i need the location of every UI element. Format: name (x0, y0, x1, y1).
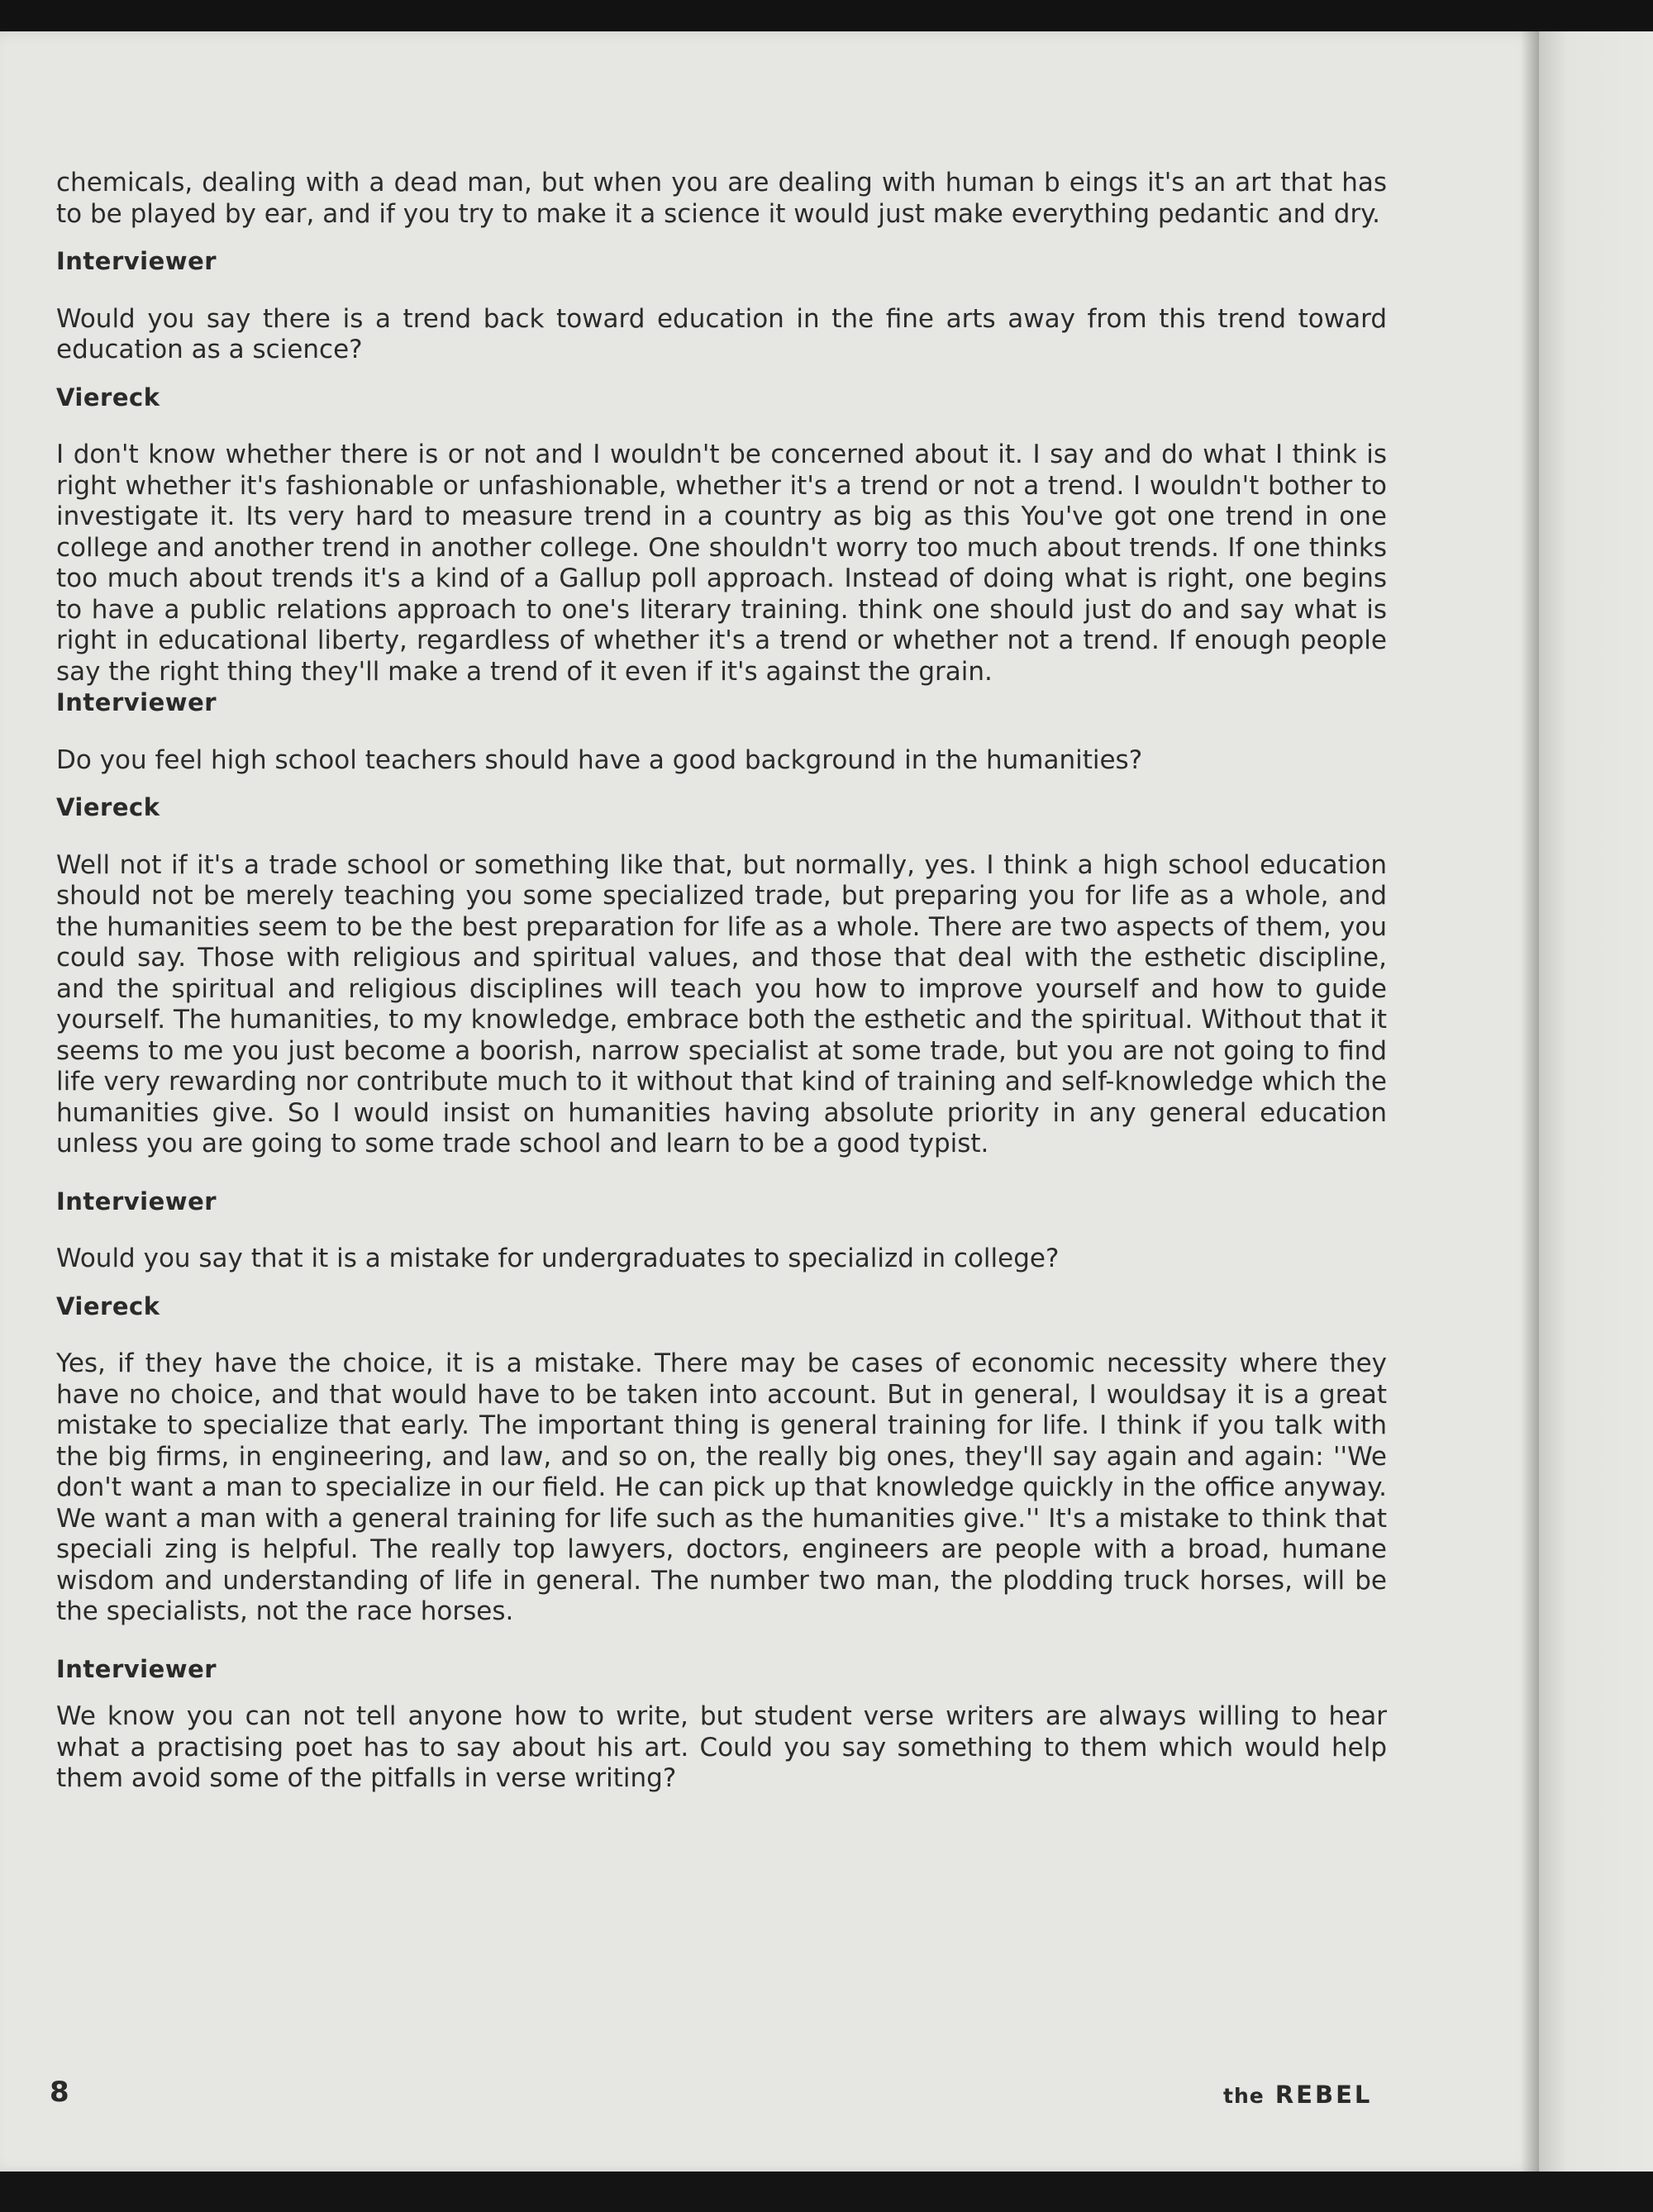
answer: I don't know whether there is or not and I wouldn't be concerned about it. I say and do what I think is right whether it's fashionable or unfashionable, whether it's a trend or not a trend. I wouldn't bother to investigate it. Its very hard to measure trend in a country as big as this You've got one trend in one college and another trend in another college. One shouldn't worry too much about trends. If one thinks too much about trends it's a kind of a Gallup poll approach. Instead of doing what is right, one begins to have a public relations approach to one's literary training. think one should just do and say what is right in educational liberty, regardless of whether it's a trend or whether not a trend. If enough people say the right thing they'll make a trend of it even if it's against the grain. (56, 440, 1387, 687)
magazine-page (0, 31, 1539, 2173)
scan-top-edge (0, 0, 1653, 33)
speaker-label-viereck: Viereck (56, 383, 160, 411)
scan-bottom-edge (0, 2172, 1653, 2212)
speaker-label-viereck: Viereck (56, 1292, 160, 1320)
speaker-label-interviewer: Interviewer (56, 247, 217, 275)
page-number: 8 (50, 2076, 69, 2109)
answer: Well not if it's a trade school or something like that, but normally, yes. I think a high school education should not be merely teaching you some specialized trade, but preparing you for life as a whole, and the humanities seem to be the best preparation for life as a whole. There are two aspects of them, you could say. Those with religious and spiritual values, and those that deal with the esthetic discipline, and the spiritual and religious disciplines will teach you how to improve yourself and how to guide yourself. The humanities, to my knowledge, embrace both the esthetic and the spiritual. Without that it seems to me you just become a boorish, narrow specialist at some trade, but you are not going to find life very rewarding nor contribute much to it without that kind of training and self-knowledge which the humanities give. So I would insist on humanities having absolute priority in any general education unless you are going to some trade school and learn to be a good typist. (56, 849, 1387, 1158)
question: Do you feel high school teachers should have a good background in the humanities? (56, 744, 1143, 775)
question: Would you say there is a trend back toward education in the fine arts away from this trend toward education as a science? (56, 303, 1387, 364)
question: We know you can not tell anyone how to write, but student verse writers are always willing to hear what a practising poet has to say about his art. Could you say something to them which would help them avoid some of the pitfalls in verse writing? (56, 1701, 1387, 1793)
speaker-label-interviewer: Interviewer (56, 688, 217, 716)
speaker-label-interviewer: Interviewer (56, 1187, 217, 1215)
question: Would you say that it is a mistake for undergraduates to specializd in college? (56, 1244, 1060, 1273)
magazine-title-prefix: the (1223, 2084, 1265, 2108)
magazine-title-name: REBEL (1274, 2081, 1373, 2109)
speaker-label-interviewer: Interviewer (56, 1654, 217, 1683)
magazine-title (1223, 2081, 1372, 2109)
paragraph: chemicals, dealing with a dead man, but when you are dealing with human b eings it's an art that has to be played by ear, and if you try to make it a science it would just make everything pedantic and dry. (56, 168, 1387, 229)
speaker-label-viereck: Viereck (56, 793, 160, 821)
answer: Yes, if they have the choice, it is a mistake. There may be cases of economic necessity where they have no choice, and that would have to be taken into account. But in general, I wouldsay it is a great mistake to specialize that early. The important thing is general training for life. I think if you talk with the big firms, in engineering, and law, and so on, the really big ones, they'll say again and again: ''We don't want a man to specialize in our field. He can pick up that knowledge quickly in the office anyway. We want a man with a general training for life such as the humanities give.'' It's a mistake to think that speciali zing is helpful. The really top lawyers, doctors, engineers are people with a broad, humane wisdom and understanding of life in general. The number two man, the plodding truck horses, will be the specialists, not the race horses. (56, 1349, 1387, 1626)
facing-page-edge (1539, 31, 1653, 2173)
interview-body (56, 168, 1387, 1795)
